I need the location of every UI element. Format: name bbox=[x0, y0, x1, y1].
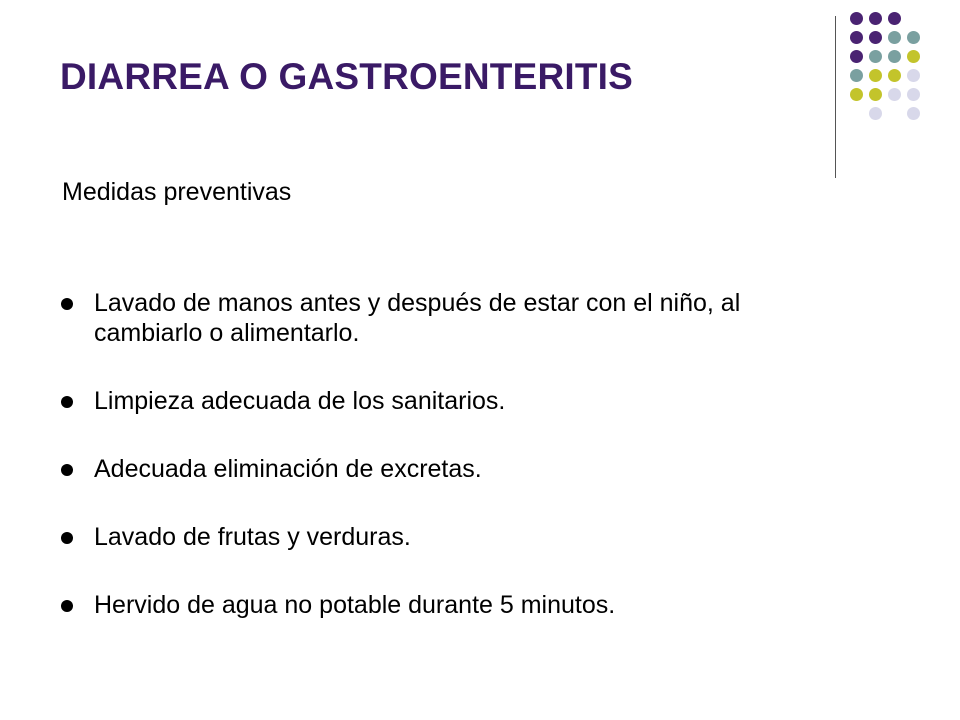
bullet-item bbox=[60, 288, 820, 348]
decorative-dot-icon bbox=[888, 31, 901, 44]
decorative-dot-icon bbox=[888, 12, 901, 25]
bullet-icon bbox=[61, 532, 73, 544]
decorative-dot-icon bbox=[869, 50, 882, 63]
decorative-dot-icon bbox=[888, 50, 901, 63]
bullet-item bbox=[60, 386, 820, 416]
bullet-text: Adecuada eliminación de excretas. bbox=[94, 455, 482, 483]
decorative-dot-icon bbox=[850, 69, 863, 82]
decorative-dot-icon bbox=[869, 69, 882, 82]
bullet-icon bbox=[61, 298, 73, 310]
decorative-dot-icon bbox=[907, 50, 920, 63]
bullet-list bbox=[60, 288, 820, 658]
bullet-text: Limpieza adecuada de los sanitarios. bbox=[94, 387, 506, 415]
bullet-item bbox=[60, 522, 820, 552]
decorative-dot-icon bbox=[907, 107, 920, 120]
decorative-dot-icon bbox=[850, 50, 863, 63]
decorative-dot-icon bbox=[869, 31, 882, 44]
bullet-text: Lavado de manos antes y después de estar con el niño, al cambiarlo o alimentarlo. bbox=[94, 289, 741, 347]
decorative-dot-icon bbox=[869, 12, 882, 25]
slide-subtitle: Medidas preventivas bbox=[62, 178, 292, 206]
decorative-dot-icon bbox=[907, 31, 920, 44]
bullet-item bbox=[60, 454, 820, 484]
decorative-dot-icon bbox=[907, 88, 920, 101]
decorative-dot-icon bbox=[907, 69, 920, 82]
bullet-text: Lavado de frutas y verduras. bbox=[94, 523, 411, 551]
bullet-text: Hervido de agua no potable durante 5 minutos. bbox=[94, 591, 616, 619]
bullet-item bbox=[60, 590, 820, 620]
decorative-dot-icon bbox=[869, 107, 882, 120]
decorative-dot-icon bbox=[869, 88, 882, 101]
bullet-icon bbox=[61, 600, 73, 612]
decorative-dot-icon bbox=[888, 88, 901, 101]
bullet-icon bbox=[61, 396, 73, 408]
decorative-dot-icon bbox=[850, 31, 863, 44]
slide-title: DIARREA O GASTROENTERITIS bbox=[60, 56, 634, 97]
bullet-icon bbox=[61, 464, 73, 476]
decorative-dot-icon bbox=[850, 88, 863, 101]
decorative-dot-icon bbox=[888, 69, 901, 82]
decorative-dot-icon bbox=[850, 12, 863, 25]
decorative-divider bbox=[835, 16, 836, 178]
